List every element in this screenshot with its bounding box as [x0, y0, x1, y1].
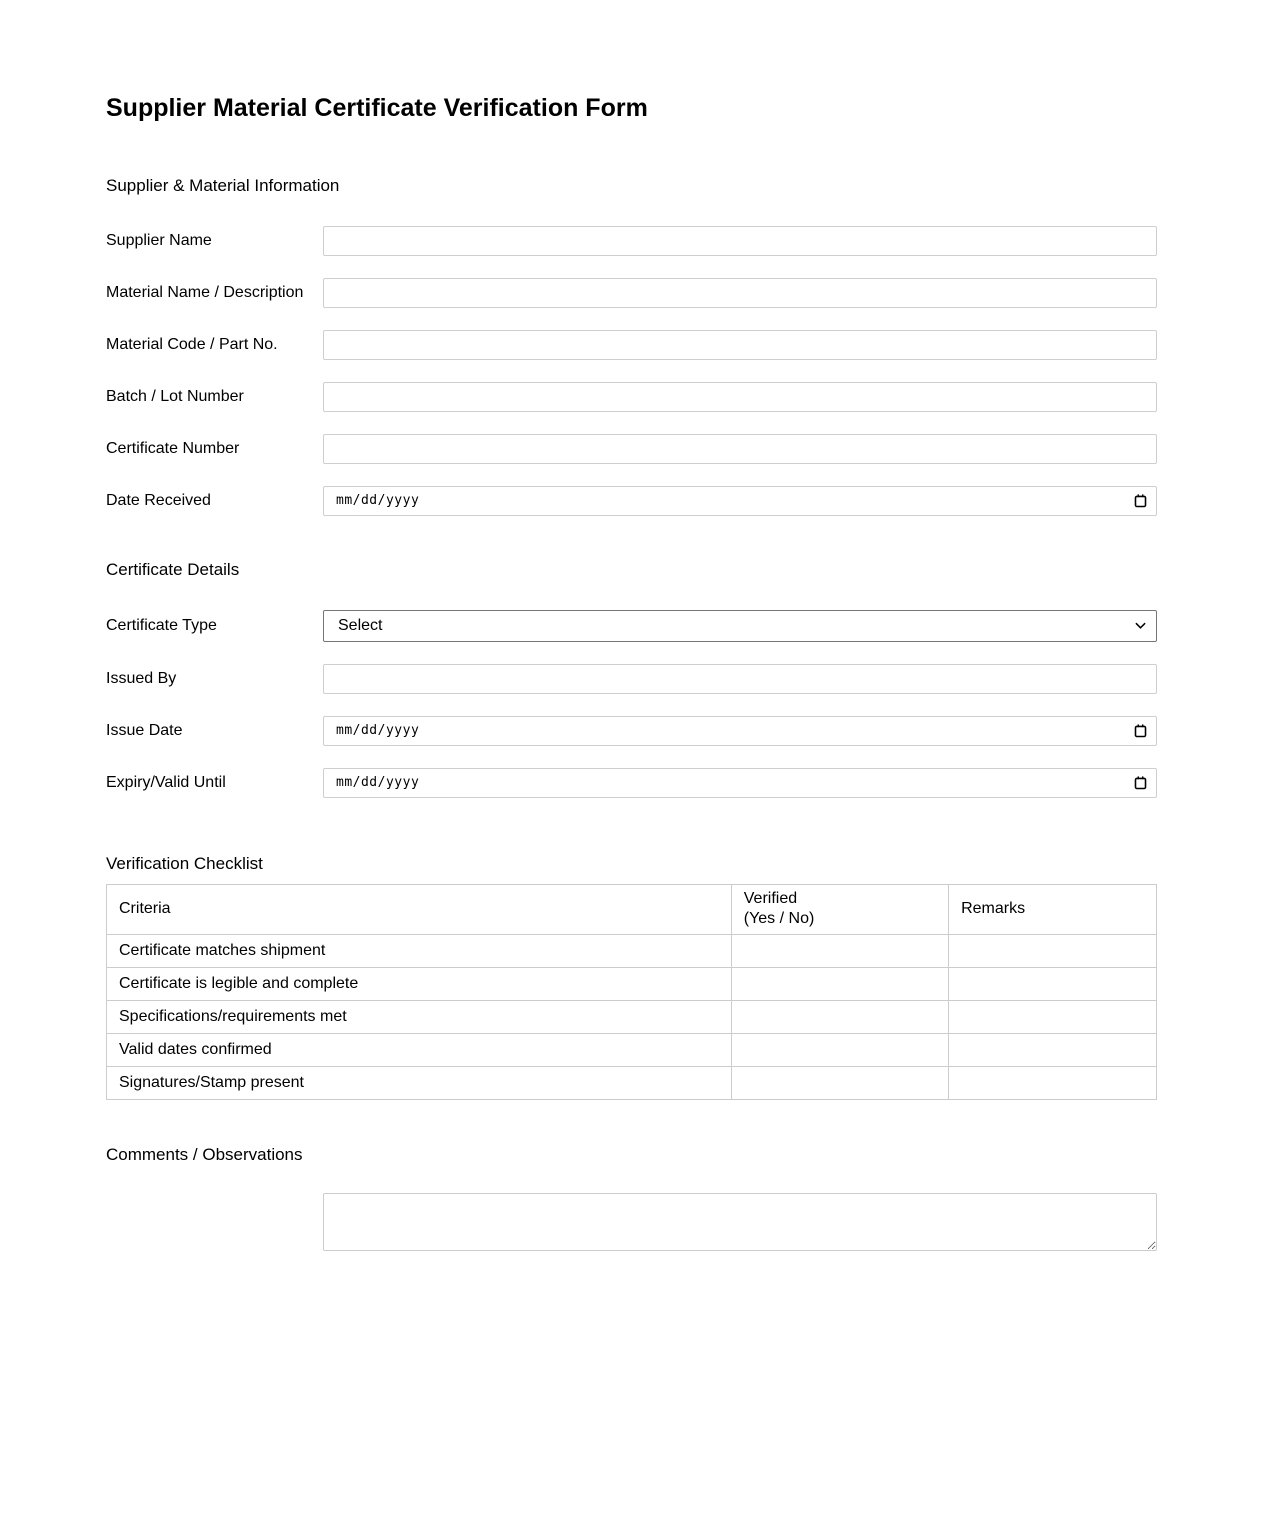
supplier-name-input[interactable]	[323, 226, 1157, 256]
batch-lot-input[interactable]	[323, 382, 1157, 412]
material-code-input[interactable]	[323, 330, 1157, 360]
certificate-type-label: Certificate Type	[106, 617, 217, 635]
expiry-date-placeholder: mm/dd/yyyy	[336, 775, 420, 791]
calendar-icon[interactable]	[1134, 494, 1147, 508]
verification-checklist-table	[106, 884, 1157, 1100]
certificate-number-input[interactable]	[323, 434, 1157, 464]
certificate-type-select[interactable]	[323, 610, 1157, 642]
criteria-cell: Specifications/requirements met	[107, 1000, 732, 1033]
expiry-date-input[interactable]	[323, 768, 1157, 798]
criteria-cell: Certificate is legible and complete	[107, 967, 732, 1000]
remarks-cell	[949, 1000, 1157, 1033]
column-header-verified: Verified (Yes / No)	[731, 884, 948, 934]
date-received-input[interactable]	[323, 486, 1157, 516]
supplier-name-label: Supplier Name	[106, 232, 212, 250]
verified-cell	[731, 1033, 948, 1066]
issued-by-input[interactable]	[323, 664, 1157, 694]
issue-date-label: Issue Date	[106, 722, 183, 740]
batch-lot-label: Batch / Lot Number	[106, 388, 244, 406]
form-row-material-code	[106, 330, 1157, 360]
section-heading-verification-checklist: Verification Checklist	[106, 853, 263, 873]
certificate-type-selected-value: Select	[338, 616, 383, 634]
material-name-input[interactable]	[323, 278, 1157, 308]
section-heading-certificate-details: Certificate Details	[106, 559, 240, 579]
verified-cell	[731, 934, 948, 967]
form-row-certificate-type	[106, 610, 1157, 642]
remarks-cell	[949, 1066, 1157, 1099]
calendar-icon[interactable]	[1134, 724, 1147, 738]
form-page	[106, 0, 1157, 1491]
table-row	[107, 1066, 1157, 1099]
date-received-label: Date Received	[106, 492, 211, 510]
form-row-issue-date	[106, 716, 1157, 746]
comments-textarea[interactable]	[323, 1193, 1157, 1251]
table-row	[107, 1000, 1157, 1033]
table-row	[107, 967, 1157, 1000]
checklist-header-row	[107, 884, 1157, 934]
section-heading-supplier-info: Supplier & Material Information	[106, 175, 340, 195]
section-heading-comments: Comments / Observations	[106, 1144, 303, 1164]
expiry-date-label: Expiry/Valid Until	[106, 774, 226, 792]
verified-cell	[731, 1000, 948, 1033]
form-row-batch-lot	[106, 382, 1157, 412]
form-row-expiry-date	[106, 768, 1157, 798]
form-row-material-name	[106, 278, 1157, 308]
chevron-down-icon	[1135, 622, 1146, 629]
certificate-number-label: Certificate Number	[106, 440, 240, 458]
material-name-label: Material Name / Description	[106, 284, 304, 302]
date-received-placeholder: mm/dd/yyyy	[336, 493, 420, 509]
form-row-date-received	[106, 486, 1157, 516]
issued-by-label: Issued By	[106, 670, 177, 688]
criteria-cell: Valid dates confirmed	[107, 1033, 732, 1066]
criteria-cell: Signatures/Stamp present	[107, 1066, 732, 1099]
table-row	[107, 934, 1157, 967]
remarks-cell	[949, 934, 1157, 967]
form-row-issued-by	[106, 664, 1157, 694]
verified-cell	[731, 1066, 948, 1099]
column-header-criteria: Criteria	[107, 884, 732, 934]
table-row	[107, 1033, 1157, 1066]
form-row-certificate-number	[106, 434, 1157, 464]
issue-date-input[interactable]	[323, 716, 1157, 746]
calendar-icon[interactable]	[1134, 776, 1147, 790]
remarks-cell	[949, 1033, 1157, 1066]
criteria-cell: Certificate matches shipment	[107, 934, 732, 967]
material-code-label: Material Code / Part No.	[106, 336, 278, 354]
remarks-cell	[949, 967, 1157, 1000]
verified-cell	[731, 967, 948, 1000]
issue-date-placeholder: mm/dd/yyyy	[336, 723, 420, 739]
column-header-remarks: Remarks	[949, 884, 1157, 934]
page-title: Supplier Material Certificate Verification Form	[106, 94, 648, 122]
form-row-supplier-name	[106, 226, 1157, 256]
